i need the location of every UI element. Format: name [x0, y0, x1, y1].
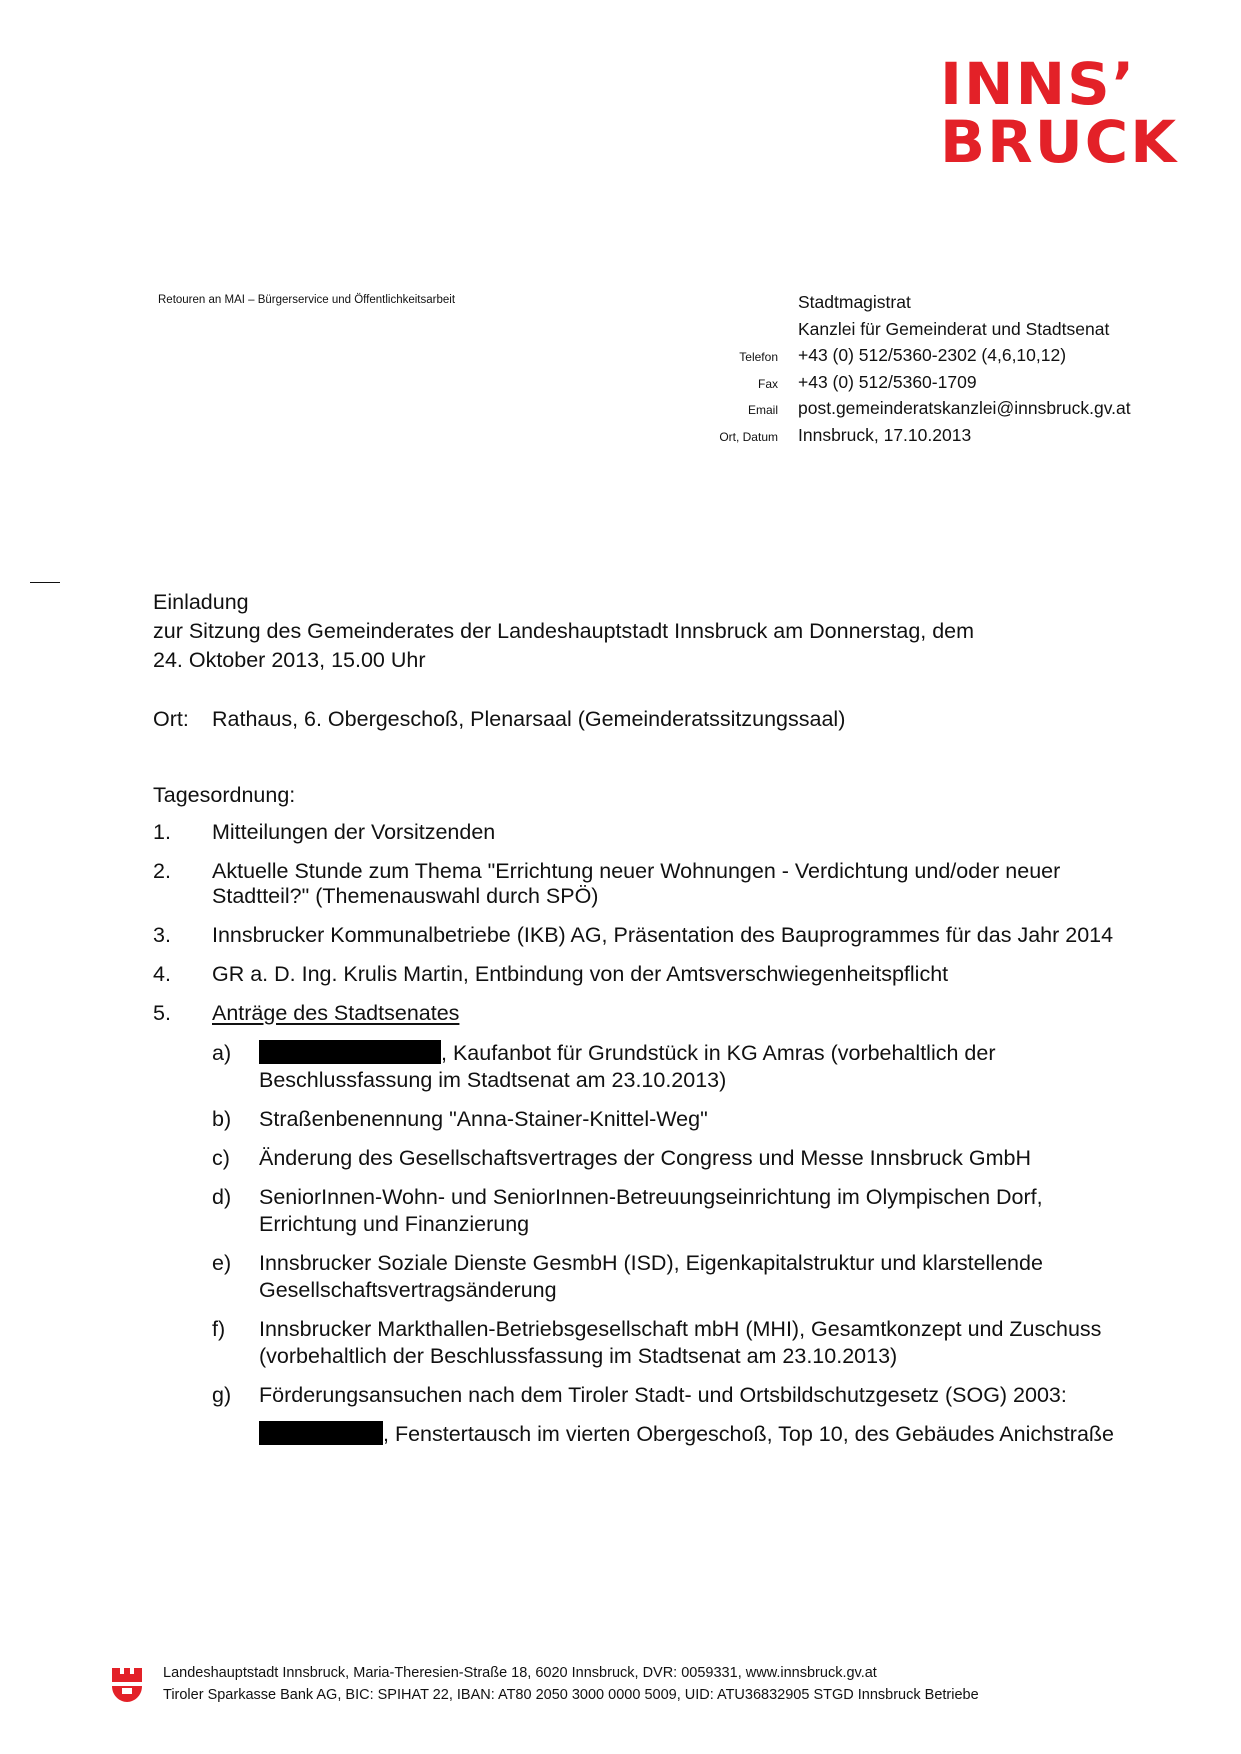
- sub-item-text: , Kaufanbot für Grundstück in KG Amras (vorbehaltlich der Beschlussfassung im Stadtsenat am 23.10.2013): [259, 1041, 996, 1092]
- sub-item-letter: g): [212, 1383, 232, 1407]
- sub-item-text: SeniorInnen-Wohn- und SeniorInnen-Betreuungseinrichtung im Olympischen Dorf, Errichtung und Finanzierung: [259, 1185, 1043, 1236]
- agenda-item-text: GR a. D. Ing. Krulis Martin, Entbindung von der Amtsverschwiegenheitspflicht: [212, 962, 949, 986]
- logo-line-1: INNS’: [940, 50, 1137, 118]
- subject: [153, 588, 974, 675]
- agenda-item: [153, 962, 1143, 987]
- contact-fax: +43 (0) 512/5360-1709: [798, 371, 977, 392]
- logo-line-2: BRUCK: [940, 108, 1179, 176]
- contact-label-date: Ort, Datum: [719, 429, 778, 444]
- agenda-item-number: 3.: [153, 923, 171, 947]
- agenda-item-number: 5.: [153, 1001, 171, 1025]
- agenda-item-number: 2.: [153, 859, 171, 883]
- agenda-item-text: Innsbrucker Kommunalbetriebe (IKB) AG, Präsentation des Bauprogrammes für das Jahr 2014: [212, 923, 1114, 947]
- sub-item-text: Innsbrucker Soziale Dienste GesmbH (ISD), Eigenkapitalstruktur und klarstellende Gesellschaftsvertragsänderung: [259, 1251, 1043, 1302]
- sub-item: [212, 1145, 1143, 1172]
- sub-item-text: Straßenbenennung "Anna-Stainer-Knittel-Weg": [259, 1107, 708, 1131]
- footer-line-1: Landeshauptstadt Innsbruck, Maria-Theresien-Straße 18, 6020 Innsbruck, DVR: 0059331, www.innsbruck.gv.at: [163, 1665, 877, 1681]
- agenda-item-text: Mitteilungen der Vorsitzenden: [212, 820, 496, 844]
- subject-line-2: zur Sitzung des Gemeinderates der Landeshauptstadt Innsbruck am Donnerstag, dem: [153, 619, 975, 643]
- contact-row: [640, 372, 1200, 399]
- sub-item-letter: d): [212, 1185, 232, 1209]
- sub-item-letter: c): [212, 1146, 230, 1170]
- agenda-list: [153, 820, 1143, 1448]
- contact-block: [640, 292, 1200, 451]
- redaction-bar: [259, 1421, 383, 1445]
- subject-line-1: Einladung: [153, 590, 249, 614]
- innsbruck-crest-icon: [110, 1664, 144, 1704]
- contact-label-email: Email: [747, 403, 778, 417]
- agenda-item-text: Aktuelle Stunde zum Thema "Errichtung neuer Wohnungen - Verdichtung und/oder neuer Stadtteil?" (Themenauswahl durch SPÖ): [212, 859, 1061, 908]
- fold-mark: [30, 582, 60, 583]
- footer-text: [163, 1662, 979, 1706]
- contact-row: [640, 398, 1200, 425]
- sub-item: [212, 1106, 1143, 1133]
- agenda-item: [153, 859, 1143, 909]
- contact-label-telefon: Telefon: [739, 350, 778, 364]
- footer: [110, 1662, 979, 1706]
- agenda-item-text: Anträge des Stadtsenates: [212, 1001, 460, 1025]
- contact-row: [640, 292, 1200, 319]
- sub-item-letter: e): [212, 1251, 232, 1275]
- return-address: Retouren an MAI – Bürgerservice und Öffentlichkeitsarbeit: [158, 294, 456, 306]
- sub-item-continuation: [259, 1421, 1143, 1448]
- contact-value: Stadtmagistrat: [798, 292, 911, 312]
- redaction-bar: [259, 1040, 441, 1064]
- footer-line-2: Tiroler Sparkasse Bank AG, BIC: SPIHAT 22, IBAN: AT80 2050 3000 0000 5009, UID: ATU36832905 STGD Innsbruck Betriebe: [163, 1687, 979, 1703]
- subject-line-3: 24. Oktober 2013, 15.00 Uhr: [153, 648, 426, 672]
- sub-item-body: [259, 1040, 1143, 1094]
- sub-item: [212, 1184, 1143, 1238]
- location-label: Ort:: [153, 707, 189, 731]
- agenda-title: Tagesordnung:: [153, 783, 296, 807]
- contact-row: [640, 345, 1200, 372]
- agenda-item-number: 4.: [153, 962, 171, 986]
- agenda-item: [153, 923, 1143, 948]
- sub-item: [212, 1316, 1143, 1370]
- sub-item: [212, 1382, 1143, 1409]
- location: [153, 707, 845, 732]
- location-value: Rathaus, 6. Obergeschoß, Plenarsaal (Gemeinderatssitzungssaal): [212, 707, 846, 731]
- contact-row: [640, 425, 1200, 452]
- sub-item-text: Förderungsansuchen nach dem Tiroler Stadt- und Ortsbildschutzgesetz (SOG) 2003:: [259, 1383, 1067, 1407]
- agenda-item: [153, 1001, 1143, 1026]
- sub-item-text: Innsbrucker Markthallen-Betriebsgesellschaft mbH (MHI), Gesamtkonzept und Zuschuss (vorbehaltlich der Beschlussfassung im Stadtsenat am 23.10.2013): [259, 1317, 1102, 1368]
- agenda-item-number: 1.: [153, 820, 171, 844]
- contact-row: [640, 319, 1200, 346]
- sub-item-letter: b): [212, 1107, 232, 1131]
- contact-phone: +43 (0) 512/5360-2302 (4,6,10,12): [798, 345, 1067, 365]
- contact-date: Innsbruck, 17.10.2013: [798, 424, 972, 445]
- sub-item-continuation-text: , Fenstertausch im vierten Obergeschoß, Top 10, des Gebäudes Anichstraße: [383, 1422, 1114, 1446]
- contact-email[interactable]: post.gemeinderatskanzlei@innsbruck.gv.at: [798, 398, 1131, 418]
- sub-item-text: Änderung des Gesellschaftsvertrages der Congress und Messe Innsbruck GmbH: [259, 1146, 1031, 1170]
- sub-item: [212, 1250, 1143, 1304]
- agenda-item: [153, 820, 1143, 845]
- innsbruck-logo: [940, 50, 1185, 176]
- sub-item-letter: f): [212, 1317, 226, 1341]
- sub-item: [212, 1040, 1143, 1094]
- contact-value: Kanzlei für Gemeinderat und Stadtsenat: [798, 318, 1110, 339]
- sub-item-letter: a): [212, 1041, 232, 1065]
- contact-label-fax: Fax: [757, 376, 778, 391]
